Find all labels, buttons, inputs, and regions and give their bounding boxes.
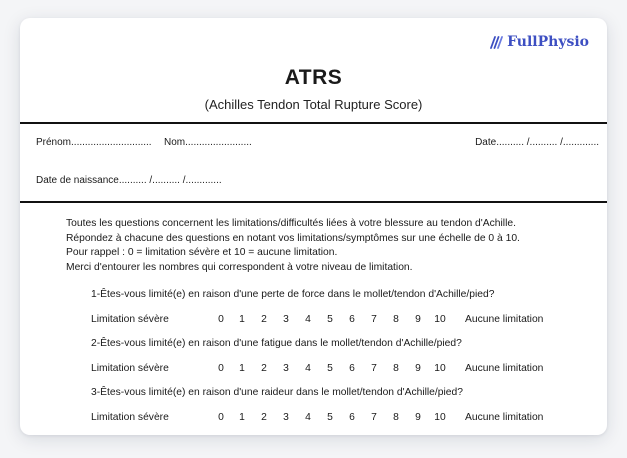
scale-option-5[interactable]: 5 bbox=[327, 412, 333, 423]
scale-option-8[interactable]: 8 bbox=[393, 412, 399, 423]
scale-option-9[interactable]: 9 bbox=[415, 412, 421, 423]
scale-option-3[interactable]: 3 bbox=[283, 412, 289, 423]
scale-option-7[interactable]: 7 bbox=[371, 314, 377, 325]
scale-option-5[interactable]: 5 bbox=[327, 363, 333, 374]
bottom-divider bbox=[20, 201, 607, 203]
scale-option-2[interactable]: 2 bbox=[261, 363, 267, 374]
scale-option-3[interactable]: 3 bbox=[283, 363, 289, 374]
scale-option-0[interactable]: 0 bbox=[218, 412, 224, 423]
prenom-field[interactable]: Prénom............................. bbox=[36, 137, 152, 148]
scale-option-1[interactable]: 1 bbox=[239, 412, 245, 423]
brand-logo-icon bbox=[490, 36, 503, 49]
scale-option-6[interactable]: 6 bbox=[349, 314, 355, 325]
scale-row-2 bbox=[91, 363, 551, 377]
nom-field[interactable]: Nom........................ bbox=[164, 137, 252, 148]
scale-left-label: Limitation sévère bbox=[91, 363, 169, 374]
scale-option-8[interactable]: 8 bbox=[393, 363, 399, 374]
scale-option-9[interactable]: 9 bbox=[415, 314, 421, 325]
page-subtitle: (Achilles Tendon Total Rupture Score) bbox=[204, 97, 423, 112]
top-divider bbox=[20, 122, 607, 124]
scale-option-5[interactable]: 5 bbox=[327, 314, 333, 325]
scale-right-label: Aucune limitation bbox=[465, 412, 544, 423]
scale-option-6[interactable]: 6 bbox=[349, 412, 355, 423]
scale-option-7[interactable]: 7 bbox=[371, 412, 377, 423]
scale-option-7[interactable]: 7 bbox=[371, 363, 377, 374]
brand-name: FullPhysio bbox=[507, 34, 589, 50]
scale-right-label: Aucune limitation bbox=[465, 363, 544, 374]
instruction-line: Répondez à chacune des questions en notant vos limitations/symptômes sur une échelle de 0 à 10. bbox=[66, 232, 520, 244]
scale-option-2[interactable]: 2 bbox=[261, 314, 267, 325]
scale-row-1 bbox=[91, 314, 551, 328]
scale-option-4[interactable]: 4 bbox=[305, 412, 311, 423]
scale-row-3 bbox=[91, 412, 551, 426]
scale-right-label: Aucune limitation bbox=[465, 314, 544, 325]
scale-option-4[interactable]: 4 bbox=[305, 314, 311, 325]
scale-option-0[interactable]: 0 bbox=[218, 363, 224, 374]
scale-option-2[interactable]: 2 bbox=[261, 412, 267, 423]
scale-option-10[interactable]: 10 bbox=[434, 314, 446, 325]
scale-option-10[interactable]: 10 bbox=[434, 412, 446, 423]
date-field[interactable]: Date.......... /.......... /............. bbox=[475, 137, 599, 148]
instruction-line: Toutes les questions concernent les limitations/difficultés liées à votre blessure au tendon d'Achille. bbox=[66, 218, 516, 229]
birthdate-field[interactable]: Date de naissance.......... /.......... /............. bbox=[36, 175, 222, 186]
instruction-line: Merci d'entourer les nombres qui correspondent à votre niveau de limitation. bbox=[66, 261, 413, 273]
scale-option-0[interactable]: 0 bbox=[218, 314, 224, 325]
scale-left-label: Limitation sévère bbox=[91, 412, 169, 423]
scale-option-6[interactable]: 6 bbox=[349, 363, 355, 374]
question-2: 2-Êtes-vous limité(e) en raison d'une fatigue dans le mollet/tendon d'Achille/pied? bbox=[91, 338, 462, 349]
scale-option-1[interactable]: 1 bbox=[239, 314, 245, 325]
brand-logo bbox=[490, 34, 589, 50]
question-3: 3-Êtes-vous limité(e) en raison d'une raideur dans le mollet/tendon d'Achille/pied? bbox=[91, 387, 463, 398]
scale-left-label: Limitation sévère bbox=[91, 314, 169, 325]
scale-option-1[interactable]: 1 bbox=[239, 363, 245, 374]
question-1: 1-Êtes-vous limité(e) en raison d'une perte de force dans le mollet/tendon d'Achille/pied? bbox=[91, 289, 495, 300]
questionnaire-card bbox=[20, 18, 607, 435]
scale-option-9[interactable]: 9 bbox=[415, 363, 421, 374]
scale-option-10[interactable]: 10 bbox=[434, 363, 446, 374]
instruction-line: Pour rappel : 0 = limitation sévère et 10 = aucune limitation. bbox=[66, 247, 338, 258]
instructions bbox=[66, 217, 596, 275]
scale-option-4[interactable]: 4 bbox=[305, 363, 311, 374]
page-title: ATRS bbox=[284, 66, 343, 89]
scale-option-3[interactable]: 3 bbox=[283, 314, 289, 325]
scale-option-8[interactable]: 8 bbox=[393, 314, 399, 325]
